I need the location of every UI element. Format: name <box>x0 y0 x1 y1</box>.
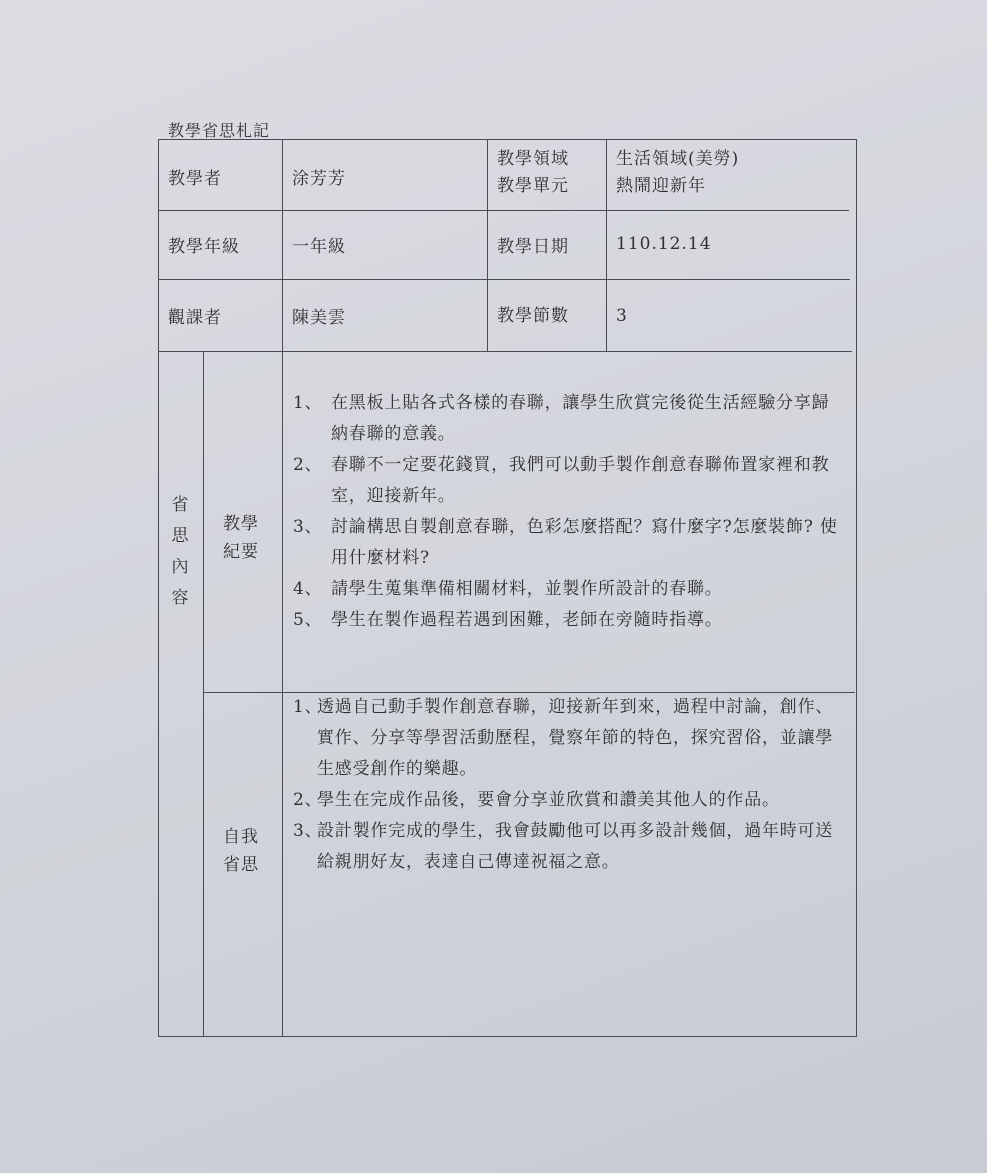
column-divider <box>606 139 607 351</box>
reflection-section-label <box>168 490 192 614</box>
row-divider <box>158 351 852 352</box>
observer-value: 陳美雲 <box>292 308 346 328</box>
item-text: 學生在完成作品後，要會分享並欣賞和讚美其他人的作品。 <box>317 790 780 810</box>
item-number: 3、 <box>293 821 323 841</box>
row-divider <box>158 210 849 211</box>
domain-label: 教學領域 <box>497 149 569 169</box>
item-number: 4、 <box>293 579 323 599</box>
row-divider <box>158 279 850 280</box>
unit-value: 熱鬧迎新年 <box>616 176 706 196</box>
item-text: 請學生蒐集準備相關材料，並製作所設計的春聯。 <box>331 579 723 599</box>
list-item <box>293 574 841 605</box>
column-divider <box>282 139 283 1036</box>
item-text: 學生在製作過程若遇到困難，老師在旁隨時指導。 <box>331 610 723 630</box>
summary-label-line2: 紀要 <box>223 542 259 562</box>
date-label: 教學日期 <box>497 237 569 257</box>
teacher-value: 涂芳芳 <box>292 169 346 189</box>
summary-label-line1: 教學 <box>223 514 259 534</box>
grade-value: 一年級 <box>292 237 346 257</box>
list-item <box>293 512 841 574</box>
item-text: 討論構思自製創意春聯，色彩怎麼搭配？寫什麼字?怎麼裝飾? 使用什麼材料? <box>331 517 838 568</box>
self-reflection-label-line2: 省思 <box>223 855 259 875</box>
item-number: 1、 <box>293 393 323 413</box>
document-title: 教學省思札記 <box>168 121 271 140</box>
section-label-char: 思 <box>171 526 189 546</box>
teacher-label: 教學者 <box>168 169 222 189</box>
date-value: 110.12.14 <box>616 234 712 254</box>
item-text: 在黑板上貼各式各樣的春聯，讓學生欣賞完後從生活經驗分享歸納春聯的意義。 <box>331 393 830 444</box>
unit-label: 教學單元 <box>497 176 569 196</box>
item-number: 2、 <box>293 790 323 810</box>
list-item <box>293 816 845 878</box>
grade-label: 教學年級 <box>168 237 240 257</box>
item-number: 2、 <box>293 455 323 475</box>
sessions-label: 教學節數 <box>497 306 569 326</box>
list-item <box>293 692 845 785</box>
item-text: 設計製作完成的學生，我會鼓勵他可以再多設計幾個，過年時可送給親朋好友，表達自己傳達祝福之意。 <box>317 821 834 872</box>
item-number: 5、 <box>293 610 323 630</box>
list-item <box>293 605 841 636</box>
column-divider <box>203 351 204 1036</box>
item-number: 1、 <box>293 697 323 717</box>
list-item <box>293 785 845 816</box>
section-label-char: 內 <box>171 557 189 577</box>
sessions-value: 3 <box>616 306 628 326</box>
teaching-summary-list <box>293 388 841 636</box>
section-label-char: 省 <box>171 495 189 515</box>
item-text: 春聯不一定要花錢買，我們可以動手製作創意春聯佈置家裡和教室，迎接新年。 <box>331 455 830 506</box>
self-reflection-label-line1: 自我 <box>223 827 259 847</box>
item-text: 透過自己動手製作創意春聯，迎接新年到來，過程中討論，創作、實作、分享等學習活動歷程，覺察年節的特色，探究習俗，並讓學生感受創作的樂趣。 <box>317 697 834 779</box>
list-item <box>293 388 841 450</box>
column-divider <box>487 139 488 351</box>
section-label-char: 容 <box>171 588 189 608</box>
self-reflection-list <box>293 692 845 878</box>
list-item <box>293 450 841 512</box>
domain-value: 生活領域(美勞) <box>616 149 740 169</box>
observer-label: 觀課者 <box>168 308 222 328</box>
item-number: 3、 <box>293 517 323 537</box>
